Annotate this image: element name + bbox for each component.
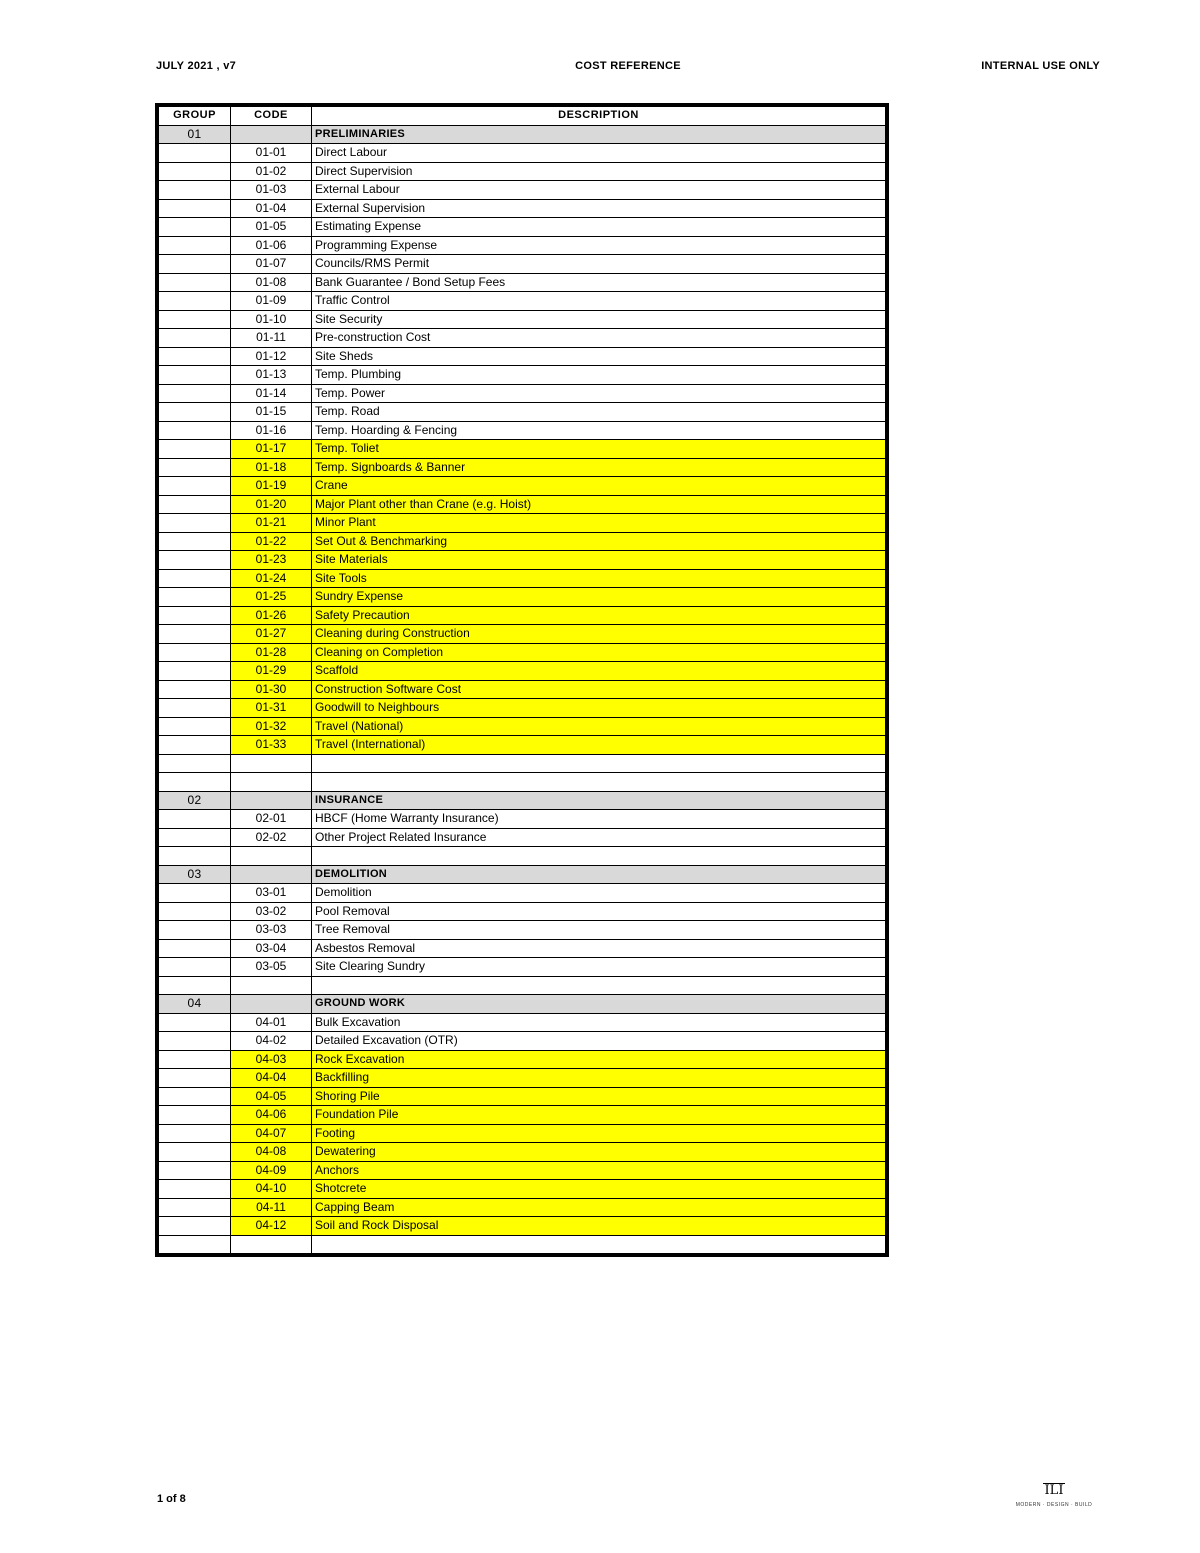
code-cell: 02-01 — [231, 810, 312, 829]
table-row — [159, 884, 886, 903]
description-cell: Rock Excavation — [312, 1050, 886, 1069]
table-row — [159, 1198, 886, 1217]
table-row — [159, 1161, 886, 1180]
code-cell: 04-09 — [231, 1161, 312, 1180]
group-cell — [159, 273, 231, 292]
table-body — [159, 125, 886, 1254]
description-cell — [312, 754, 886, 773]
cost-reference-table — [155, 103, 889, 1257]
code-cell: 01-32 — [231, 717, 312, 736]
group-header-row — [159, 865, 886, 884]
code-cell: 01-31 — [231, 699, 312, 718]
code-cell: 01-21 — [231, 514, 312, 533]
code-cell: 01-19 — [231, 477, 312, 496]
group-cell — [159, 199, 231, 218]
table-row — [159, 828, 886, 847]
code-cell: 01-30 — [231, 680, 312, 699]
description-cell: Minor Plant — [312, 514, 886, 533]
code-cell: 01-04 — [231, 199, 312, 218]
table-row — [159, 273, 886, 292]
code-cell: 01-20 — [231, 495, 312, 514]
description-cell: Cleaning during Construction — [312, 625, 886, 644]
table-row — [159, 181, 886, 200]
table-row — [159, 569, 886, 588]
code-cell: 01-22 — [231, 532, 312, 551]
code-cell: 01-05 — [231, 218, 312, 237]
table-row — [159, 1124, 886, 1143]
group-cell — [159, 403, 231, 422]
code-cell: 01-07 — [231, 255, 312, 274]
table-row — [159, 662, 886, 681]
code-cell: 03-05 — [231, 958, 312, 977]
code-cell: 01-03 — [231, 181, 312, 200]
group-cell — [159, 569, 231, 588]
description-cell: Councils/RMS Permit — [312, 255, 886, 274]
table-row — [159, 699, 886, 718]
description-cell: Site Sheds — [312, 347, 886, 366]
group-cell — [159, 366, 231, 385]
table-row — [159, 1106, 886, 1125]
description-cell: Site Materials — [312, 551, 886, 570]
description-cell: Dewatering — [312, 1143, 886, 1162]
description-cell: Travel (National) — [312, 717, 886, 736]
description-cell: Site Tools — [312, 569, 886, 588]
table-row — [159, 329, 886, 348]
description-cell: Temp. Power — [312, 384, 886, 403]
description-cell: Detailed Excavation (OTR) — [312, 1032, 886, 1051]
code-cell — [231, 976, 312, 995]
group-cell — [159, 588, 231, 607]
group-cell — [159, 717, 231, 736]
group-cell — [159, 236, 231, 255]
group-cell — [159, 255, 231, 274]
logo-mark: ILI — [1044, 1483, 1064, 1498]
group-cell — [159, 514, 231, 533]
table-row — [159, 1217, 886, 1236]
code-cell: 04-07 — [231, 1124, 312, 1143]
description-cell: Travel (International) — [312, 736, 886, 755]
description-cell: External Labour — [312, 181, 886, 200]
code-cell: 04-05 — [231, 1087, 312, 1106]
code-cell: 01-27 — [231, 625, 312, 644]
code-cell: 01-09 — [231, 292, 312, 311]
group-cell — [159, 939, 231, 958]
blank-row — [159, 976, 886, 995]
code-cell — [231, 125, 312, 144]
group-cell — [159, 477, 231, 496]
group-cell — [159, 625, 231, 644]
group-cell: 01 — [159, 125, 231, 144]
description-cell: Major Plant other than Crane (e.g. Hoist) — [312, 495, 886, 514]
group-cell — [159, 828, 231, 847]
description-cell: Traffic Control — [312, 292, 886, 311]
group-cell — [159, 1217, 231, 1236]
group-cell — [159, 810, 231, 829]
description-cell: Safety Precaution — [312, 606, 886, 625]
table-row — [159, 458, 886, 477]
group-cell: 04 — [159, 995, 231, 1014]
group-cell — [159, 384, 231, 403]
code-cell: 01-01 — [231, 144, 312, 163]
group-cell — [159, 680, 231, 699]
blank-row — [159, 847, 886, 866]
code-cell: 03-01 — [231, 884, 312, 903]
table-row — [159, 717, 886, 736]
group-cell — [159, 532, 231, 551]
description-cell: INSURANCE — [312, 791, 886, 810]
code-cell: 01-33 — [231, 736, 312, 755]
code-cell: 01-14 — [231, 384, 312, 403]
blank-row — [159, 773, 886, 792]
group-cell — [159, 1235, 231, 1254]
group-cell — [159, 976, 231, 995]
table-row — [159, 144, 886, 163]
group-cell — [159, 736, 231, 755]
description-cell — [312, 847, 886, 866]
code-cell: 03-04 — [231, 939, 312, 958]
table-row — [159, 495, 886, 514]
table-row — [159, 421, 886, 440]
company-logo — [1010, 1481, 1098, 1508]
description-cell: Site Clearing Sundry — [312, 958, 886, 977]
table-row — [159, 347, 886, 366]
blank-row — [159, 754, 886, 773]
group-cell — [159, 1180, 231, 1199]
description-cell: Demolition — [312, 884, 886, 903]
description-cell: Soil and Rock Disposal — [312, 1217, 886, 1236]
code-cell: 04-08 — [231, 1143, 312, 1162]
table-row — [159, 625, 886, 644]
group-cell — [159, 1124, 231, 1143]
header-date-version: JULY 2021 , v7 — [156, 60, 237, 72]
description-cell: Direct Supervision — [312, 162, 886, 181]
table-row — [159, 1013, 886, 1032]
table-row — [159, 958, 886, 977]
description-cell: Anchors — [312, 1161, 886, 1180]
description-cell: Temp. Signboards & Banner — [312, 458, 886, 477]
group-cell — [159, 347, 231, 366]
code-cell: 01-16 — [231, 421, 312, 440]
code-cell: 01-23 — [231, 551, 312, 570]
code-cell: 01-12 — [231, 347, 312, 366]
code-cell: 01-13 — [231, 366, 312, 385]
table-row — [159, 1180, 886, 1199]
table-row — [159, 551, 886, 570]
column-header-code: CODE — [231, 107, 312, 126]
code-cell: 01-18 — [231, 458, 312, 477]
group-cell — [159, 181, 231, 200]
description-cell: Programming Expense — [312, 236, 886, 255]
group-cell — [159, 662, 231, 681]
logo-tagline: MODERN · DESIGN · BUILD — [1015, 1502, 1093, 1508]
table-row — [159, 218, 886, 237]
group-cell — [159, 1050, 231, 1069]
group-cell — [159, 902, 231, 921]
code-cell: 01-29 — [231, 662, 312, 681]
description-cell: Backfilling — [312, 1069, 886, 1088]
table-row — [159, 255, 886, 274]
code-cell: 01-25 — [231, 588, 312, 607]
group-cell — [159, 1161, 231, 1180]
description-cell: Shotcrete — [312, 1180, 886, 1199]
table-row — [159, 310, 886, 329]
group-cell — [159, 1087, 231, 1106]
table-row — [159, 1050, 886, 1069]
table-row — [159, 1032, 886, 1051]
description-cell: Other Project Related Insurance — [312, 828, 886, 847]
description-cell: Shoring Pile — [312, 1087, 886, 1106]
table-row — [159, 532, 886, 551]
description-cell: Capping Beam — [312, 1198, 886, 1217]
code-cell: 04-10 — [231, 1180, 312, 1199]
code-cell — [231, 865, 312, 884]
code-cell: 04-04 — [231, 1069, 312, 1088]
table-row — [159, 1143, 886, 1162]
code-cell: 01-17 — [231, 440, 312, 459]
group-header-row — [159, 995, 886, 1014]
group-cell — [159, 292, 231, 311]
group-cell — [159, 1069, 231, 1088]
description-cell: Estimating Expense — [312, 218, 886, 237]
description-cell: HBCF (Home Warranty Insurance) — [312, 810, 886, 829]
header-title: COST REFERENCE — [575, 60, 681, 72]
group-cell — [159, 440, 231, 459]
table-row — [159, 921, 886, 940]
code-cell: 01-28 — [231, 643, 312, 662]
table-row — [159, 477, 886, 496]
description-cell: Goodwill to Neighbours — [312, 699, 886, 718]
description-cell: Scaffold — [312, 662, 886, 681]
group-header-row — [159, 125, 886, 144]
group-cell: 02 — [159, 791, 231, 810]
description-cell: Construction Software Cost — [312, 680, 886, 699]
code-cell: 04-03 — [231, 1050, 312, 1069]
group-cell — [159, 162, 231, 181]
description-cell: Foundation Pile — [312, 1106, 886, 1125]
code-cell: 01-11 — [231, 329, 312, 348]
code-cell — [231, 995, 312, 1014]
blank-row — [159, 1235, 886, 1254]
description-cell: Pre-construction Cost — [312, 329, 886, 348]
code-cell: 01-15 — [231, 403, 312, 422]
description-cell: Crane — [312, 477, 886, 496]
group-cell — [159, 643, 231, 662]
code-cell: 01-06 — [231, 236, 312, 255]
description-cell: Pool Removal — [312, 902, 886, 921]
description-cell — [312, 773, 886, 792]
group-cell — [159, 754, 231, 773]
group-cell — [159, 1032, 231, 1051]
table-row — [159, 403, 886, 422]
code-cell: 01-10 — [231, 310, 312, 329]
group-cell — [159, 1198, 231, 1217]
description-cell: Bulk Excavation — [312, 1013, 886, 1032]
table-header-row — [159, 107, 886, 126]
column-header-description: DESCRIPTION — [312, 107, 886, 126]
description-cell: Footing — [312, 1124, 886, 1143]
code-cell: 01-24 — [231, 569, 312, 588]
code-cell: 04-02 — [231, 1032, 312, 1051]
table-row — [159, 606, 886, 625]
group-cell — [159, 921, 231, 940]
group-cell — [159, 606, 231, 625]
page-number: 1 of 8 — [157, 1493, 186, 1505]
group-cell — [159, 1106, 231, 1125]
description-cell: Temp. Hoarding & Fencing — [312, 421, 886, 440]
description-cell — [312, 976, 886, 995]
group-cell — [159, 773, 231, 792]
group-header-row — [159, 791, 886, 810]
header-classification: INTERNAL USE ONLY — [981, 60, 1100, 72]
description-cell: Cleaning on Completion — [312, 643, 886, 662]
description-cell: Temp. Plumbing — [312, 366, 886, 385]
code-cell: 01-08 — [231, 273, 312, 292]
table-row — [159, 292, 886, 311]
group-cell — [159, 144, 231, 163]
description-cell: Direct Labour — [312, 144, 886, 163]
table-row — [159, 902, 886, 921]
group-cell — [159, 218, 231, 237]
code-cell — [231, 754, 312, 773]
code-cell: 01-02 — [231, 162, 312, 181]
table-row — [159, 736, 886, 755]
code-cell: 04-01 — [231, 1013, 312, 1032]
description-cell: Sundry Expense — [312, 588, 886, 607]
code-cell: 03-02 — [231, 902, 312, 921]
group-cell — [159, 551, 231, 570]
code-cell: 03-03 — [231, 921, 312, 940]
description-cell: GROUND WORK — [312, 995, 886, 1014]
table-row — [159, 384, 886, 403]
description-cell: Tree Removal — [312, 921, 886, 940]
description-cell: Bank Guarantee / Bond Setup Fees — [312, 273, 886, 292]
code-cell — [231, 1235, 312, 1254]
group-cell — [159, 958, 231, 977]
description-cell: Asbestos Removal — [312, 939, 886, 958]
description-cell: Temp. Road — [312, 403, 886, 422]
group-cell: 03 — [159, 865, 231, 884]
group-cell — [159, 495, 231, 514]
table-row — [159, 810, 886, 829]
group-cell — [159, 458, 231, 477]
code-cell — [231, 791, 312, 810]
code-cell: 04-06 — [231, 1106, 312, 1125]
code-cell: 04-12 — [231, 1217, 312, 1236]
table-row — [159, 939, 886, 958]
code-cell — [231, 847, 312, 866]
table-row — [159, 680, 886, 699]
group-cell — [159, 1143, 231, 1162]
table-row — [159, 162, 886, 181]
group-cell — [159, 421, 231, 440]
group-cell — [159, 699, 231, 718]
table-row — [159, 440, 886, 459]
code-cell — [231, 773, 312, 792]
table-row — [159, 643, 886, 662]
code-cell: 01-26 — [231, 606, 312, 625]
description-cell: External Supervision — [312, 199, 886, 218]
group-cell — [159, 1013, 231, 1032]
description-cell: Temp. Toliet — [312, 440, 886, 459]
description-cell — [312, 1235, 886, 1254]
table-row — [159, 514, 886, 533]
table-row — [159, 1087, 886, 1106]
table-row — [159, 588, 886, 607]
table-row — [159, 236, 886, 255]
table-row — [159, 199, 886, 218]
description-cell: DEMOLITION — [312, 865, 886, 884]
code-cell: 02-02 — [231, 828, 312, 847]
description-cell: PRELIMINARIES — [312, 125, 886, 144]
group-cell — [159, 847, 231, 866]
code-cell: 04-11 — [231, 1198, 312, 1217]
group-cell — [159, 329, 231, 348]
table-row — [159, 1069, 886, 1088]
group-cell — [159, 310, 231, 329]
group-cell — [159, 884, 231, 903]
description-cell: Set Out & Benchmarking — [312, 532, 886, 551]
table-row — [159, 366, 886, 385]
description-cell: Site Security — [312, 310, 886, 329]
column-header-group: GROUP — [159, 107, 231, 126]
